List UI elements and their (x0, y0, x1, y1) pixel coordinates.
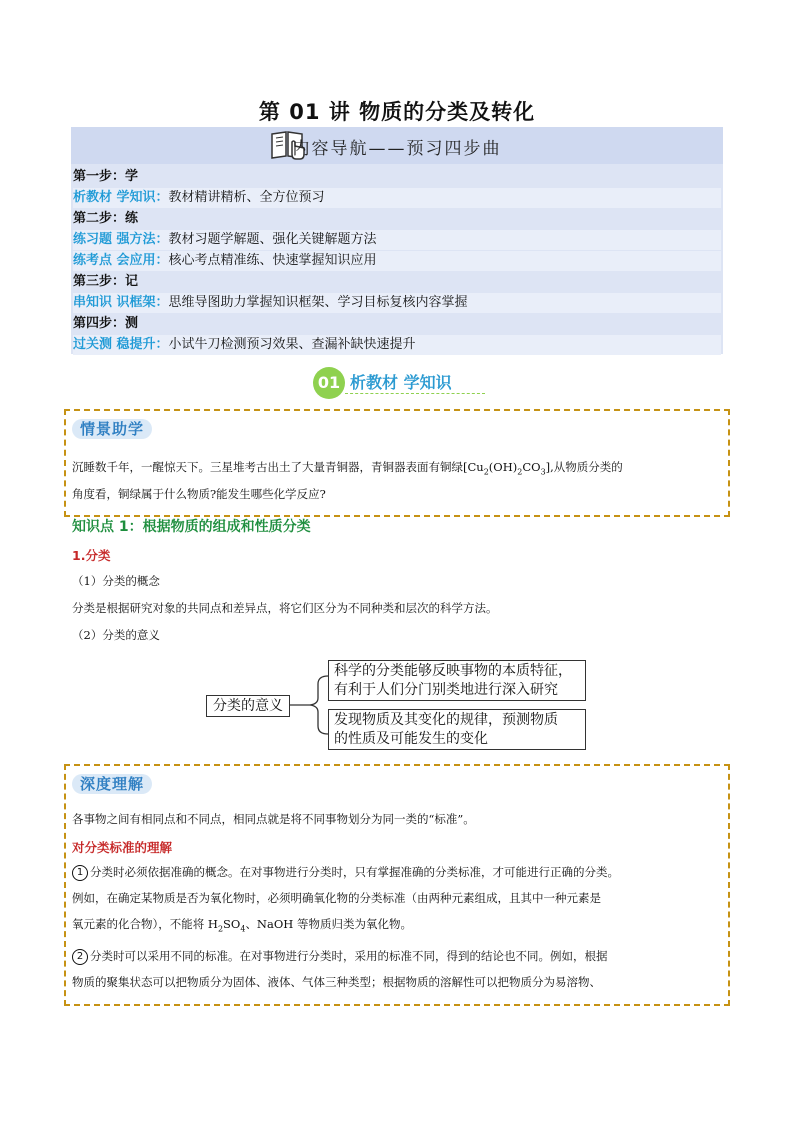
nav-heading: 内容导航——预习四步曲 (292, 139, 502, 159)
diagram-text: 有利于人们分门别类地进行深入研究 (334, 682, 558, 698)
nav-step-label: 第二步：练 (73, 211, 139, 226)
deep-intro: 各事物之间有相同点和不同点，相同点就是将不同事物划分为同一类的“标准”。 (72, 812, 475, 826)
nav-item-learn (73, 188, 721, 208)
circled-number: 1 (72, 865, 88, 881)
nav-step-4 (73, 314, 721, 334)
nav-tag: 过关测 稳提升： (73, 337, 169, 352)
subscript: 3 (540, 467, 546, 477)
scenario-text-part: (OH) (488, 460, 518, 474)
deep-red-heading: 对分类标准的理解 (72, 840, 173, 855)
subscript: 4 (240, 924, 246, 934)
scenario-tag (72, 418, 152, 439)
diagram-brace (288, 672, 332, 738)
nav-item-practice (73, 230, 721, 250)
deep-text: SO (223, 917, 241, 931)
nav-desc: 教材精讲精析、全方位预习 (168, 190, 325, 205)
nav-step-label: 第三步：记 (73, 274, 139, 289)
deep-p1-line2: 例如，在确定某物质是否为氧化物时，必须明确氧化物的分类标准（由两种元素组成，且其中一种元素是 (72, 891, 601, 905)
circled-number: 2 (72, 949, 88, 965)
scenario-tag-label: 情景助学 (72, 419, 152, 439)
diagram-text: 科学的分类能够反映事物的本质特征， (334, 663, 572, 679)
section-label: 析教材 学知识 (350, 373, 452, 392)
diagram-top-box (328, 660, 586, 701)
deep-p1-line1 (72, 859, 619, 885)
deep-p2-line2: 物质的聚集状态可以把物质分为固体、液体、气体三种类型；根据物质的溶解性可以把物质分为易溶物、 (72, 975, 601, 989)
nav-tag: 练考点 会应用： (73, 253, 169, 268)
nav-desc: 思维导图助力掌握知识框架、学习目标复核内容掌握 (168, 295, 468, 310)
deep-p2-line1 (72, 943, 608, 969)
nav-desc: 教材习题学解题、强化关键解题方法 (168, 232, 377, 247)
nav-step-3 (73, 272, 721, 292)
concept-definition: 分类是根据研究对象的共同点和差异点，将它们区分为不同种类和层次的科学方法。 (72, 601, 498, 615)
subscript: 2 (217, 924, 224, 934)
item-concept: （1）分类的概念 (72, 574, 160, 588)
nav-step-2 (73, 209, 721, 229)
diagram-text: 的性质及可能发生的变化 (334, 731, 488, 747)
diagram-bottom-box (328, 709, 586, 750)
deep-text: 、NaOH 等物质归类为氧化物。 (245, 917, 412, 931)
scenario-text-part: ],从物质分类的 (545, 460, 623, 474)
scenario-text-part: CO (522, 460, 541, 474)
nav-tag: 串知识 识框架： (73, 295, 169, 310)
section-underline (345, 393, 485, 394)
nav-step-label: 第四步：测 (73, 316, 139, 331)
subscript: 2 (517, 467, 523, 477)
scenario-text-line2: 角度看，铜绿属于什么物质?能发生哪些化学反应? (72, 487, 326, 501)
nav-tag: 练习题 强方法： (73, 232, 169, 247)
nav-desc: 核心考点精准练、快速掌握知识应用 (168, 253, 377, 268)
deep-tag (72, 773, 152, 794)
sub-heading: 1.分类 (72, 548, 111, 563)
deep-text: 分类时必须依据准确的概念。在对事物进行分类时，只有掌握准确的分类标准，才可能进行正确的分类。 (90, 865, 619, 879)
diagram-text: 发现物质及其变化的规律，预测物质 (334, 712, 558, 728)
item-significance: （2）分类的意义 (72, 628, 160, 642)
nav-tag: 析教材 学知识： (73, 190, 169, 205)
nav-step-label: 第一步：学 (73, 169, 139, 184)
subscript: 2 (483, 467, 489, 477)
section-number-badge: 01 (313, 367, 345, 399)
nav-item-framework (73, 293, 721, 313)
deep-tag-label: 深度理解 (72, 774, 152, 794)
scenario-text-part: 沉睡数千年，一醒惊天下。三星堆考古出土了大量青铜器，青铜器表面有铜绿[Cu (72, 460, 484, 474)
knowledge-heading: 知识点 1：根据物质的组成和性质分类 (72, 519, 311, 535)
deep-p1-line3 (72, 911, 412, 942)
nav-step-1 (73, 167, 721, 187)
nav-desc: 小试牛刀检测预习效果、查漏补缺快速提升 (168, 337, 416, 352)
deep-text: 分类时可以采用不同的标准。在对事物进行分类时，采用的标准不同，得到的结论也不同。例如，根据 (90, 949, 608, 963)
nav-item-apply (73, 251, 721, 271)
diagram-center-box: 分类的意义 (206, 695, 290, 717)
deep-text: 氧元素的化合物），不能将 H (72, 917, 218, 931)
page-title: 第 01 讲 物质的分类及转化 (258, 100, 536, 124)
nav-item-test (73, 335, 721, 355)
